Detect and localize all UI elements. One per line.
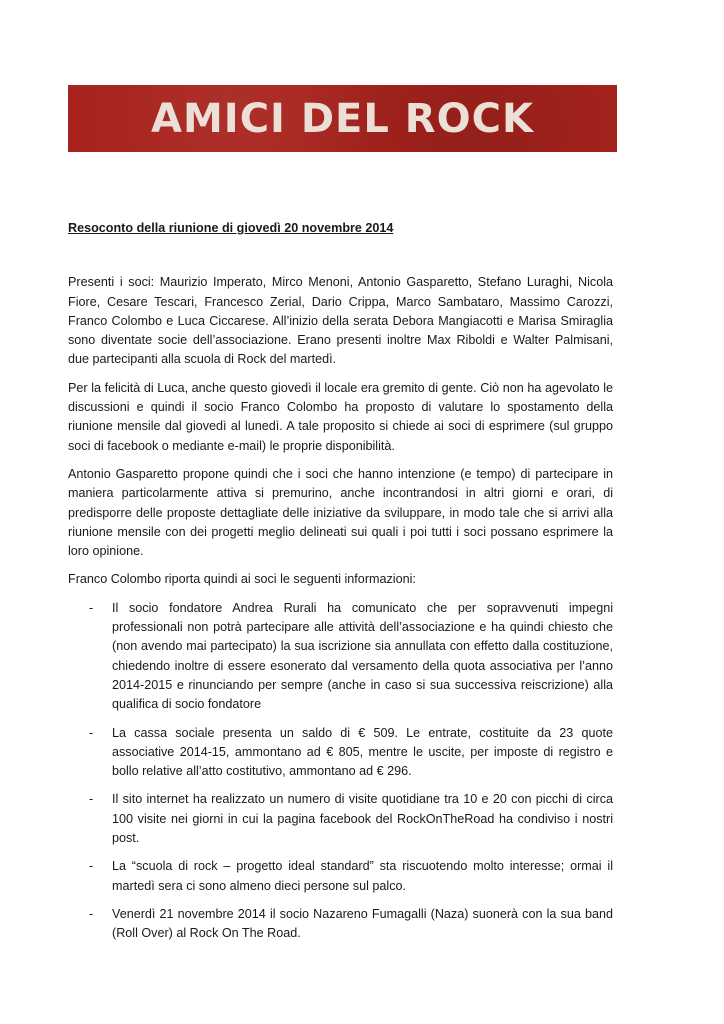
list-item-text: Venerdì 21 novembre 2014 il socio Nazareno Fumagalli (Naza) suonerà con la sua band (Roll Over) al Rock On The Road. bbox=[112, 906, 613, 941]
list-dash-marker: - bbox=[89, 725, 94, 740]
paragraph-list-intro: Franco Colombo riporta quindi ai soci le seguenti informazioni: bbox=[68, 572, 416, 587]
list-item bbox=[68, 599, 613, 715]
list-item bbox=[68, 790, 613, 848]
list-dash-marker: - bbox=[89, 600, 94, 615]
document-title: Resoconto della riunione di giovedì 20 novembre 2014 bbox=[68, 221, 394, 235]
list-dash-marker: - bbox=[89, 792, 94, 807]
paragraph-proposals: Antonio Gasparetto propone quindi che i soci che hanno intenzione (e tempo) di partecipare in maniera particolarmente attiva si premurino, anche incontrandosi in altri giorni e orari, di predisporre delle proposte dettagliate delle iniziative da sviluppare, in modo tale che si arrivi alla riunione mensile con dei progetti meglio delineati sui quali i poi tutti i soci possano esprimere la loro opinione. bbox=[68, 466, 613, 559]
list-dash-marker: - bbox=[89, 859, 94, 874]
paragraph-attendees: Presenti i soci: Maurizio Imperato, Mirco Menoni, Antonio Gasparetto, Stefano Luraghi, Nicola Fiore, Cesare Tescari, Francesco Zerial, Dario Crippa, Marco Sambataro, Massimo Carozzi, Franco Colombo e Luca Ciccarese. All’inizio della serata Debora Mangiacotti e Marisa Smiraglia sono diventate socie dell’associazione. Erano presenti inoltre Max Riboldi e Walter Palmisani, due partecipanti alla scuola di Rock del martedì. bbox=[68, 275, 613, 367]
list-item-text: Il sito internet ha realizzato un numero di visite quotidiane tra 10 e 20 con picchi di circa 100 visite nei giorni in cui la pagina facebook del RockOnTheRoad ha condiviso i nostri post. bbox=[112, 792, 613, 846]
list-item bbox=[68, 857, 613, 896]
banner-logo-text: AMICI DEL ROCK bbox=[151, 95, 534, 142]
document-body bbox=[68, 219, 613, 953]
header-banner bbox=[68, 85, 617, 152]
info-list bbox=[68, 599, 613, 944]
list-dash-marker: - bbox=[89, 906, 94, 921]
list-item bbox=[68, 724, 613, 782]
list-item-text: La “scuola di rock – progetto ideal standard” sta riscuotendo molto interesse; ormai il martedì sera ci sono almeno dieci persone sul palco. bbox=[112, 859, 613, 893]
list-item-text: La cassa sociale presenta un saldo di € 509. Le entrate, costituite da 23 quote associative 2014-15, ammontano ad € 805, mentre le uscite, per imposte di registro e bollo relative all’atto costitutivo, ammontano ad € 296. bbox=[112, 725, 613, 779]
list-item bbox=[68, 905, 613, 944]
list-item-text: Il socio fondatore Andrea Rurali ha comunicato che per sopravvenuti impegni professionali non potrà partecipare alle attività dell’associazione e ha quindi chiesto che (non avendo mai partecipato) la sua iscrizione sia annullata con effetto dalla costituzione, chiedendo inoltre di essere esonerato dal versamento della quota associativa per l’anno 2014-2015 e rinunciando per sempre (anche in caso si sua successiva reiscrizione) alla qualifica di socio fondatore bbox=[112, 600, 613, 712]
paragraph-meeting-day: Per la felicità di Luca, anche questo giovedì il locale era gremito di gente. Ciò non ha agevolato le discussioni e quindi il socio Franco Colombo ha proposto di valutare lo spostamento della riunione mensile dal giovedì al lunedì. A tale proposito si chiede ai soci di esprimere (sul gruppo soci di facebook o mediante e-mail) le proprie disponibilità. bbox=[68, 380, 613, 453]
